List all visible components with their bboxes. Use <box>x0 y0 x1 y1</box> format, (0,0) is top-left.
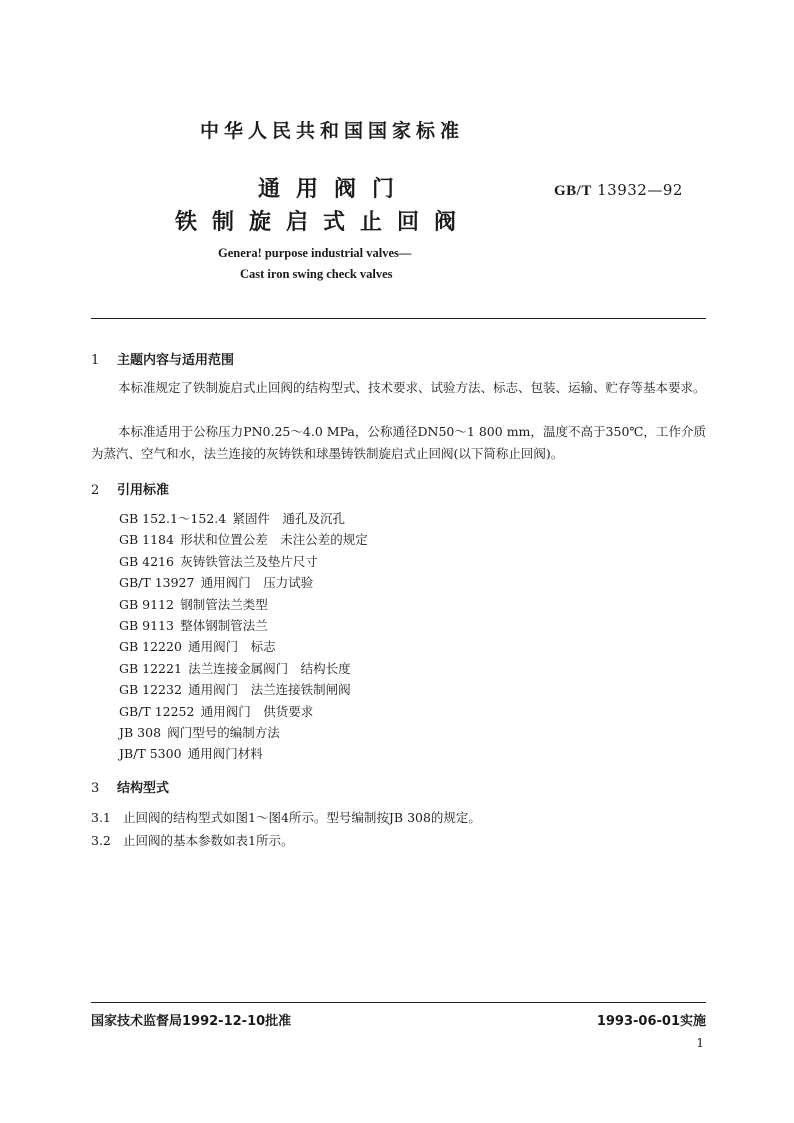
section-2-heading <box>91 479 169 498</box>
approval-statement: 国家技术监督局1992-12-10批准 <box>91 1014 292 1029</box>
reference-item <box>119 509 345 527</box>
section-1-heading <box>91 349 234 368</box>
section-title: 结构型式 <box>117 781 170 796</box>
reference-item <box>119 616 268 634</box>
reference-title: 紧固件 通孔及沉孔 <box>232 511 345 526</box>
clause-text: 止回阀的基本参数如表1所示。 <box>123 833 294 848</box>
section-3-heading <box>91 777 169 796</box>
reference-code: GB 1184 <box>119 532 174 548</box>
reference-code: GB 9112 <box>119 596 174 612</box>
reference-title: 通用阀门 法兰连接铁制闸阀 <box>188 682 351 698</box>
reference-item <box>119 552 318 570</box>
section-title: 主题内容与适用范围 <box>117 353 235 368</box>
reference-title: 法兰连接金属阀门 结构长度 <box>188 660 351 676</box>
reference-title: 形状和位置公差 未注公差的规定 <box>180 532 368 548</box>
reference-item <box>119 744 263 762</box>
reference-code: GB 4216 <box>119 553 174 569</box>
section-number: 3 <box>91 781 100 796</box>
section-title: 引用标准 <box>117 483 170 498</box>
reference-code: GB 152.1～152.4 <box>119 511 227 526</box>
reference-code: GB 12220 <box>119 639 182 655</box>
reference-code: JB/T 5300 <box>119 746 182 762</box>
clause-3-1 <box>91 808 481 826</box>
reference-title: 阀门型号的编制方法 <box>167 725 280 740</box>
reference-title: 通用阀门 压力试验 <box>200 575 314 591</box>
reference-title: 整体钢制管法兰 <box>180 618 268 633</box>
document-title-line1: 通用阀门 <box>258 176 411 202</box>
standard-code: 13932—92 <box>591 181 683 199</box>
section-number: 1 <box>91 353 100 368</box>
page-number: 1 <box>696 1036 704 1050</box>
reference-item <box>119 680 351 698</box>
reference-item <box>119 573 313 591</box>
section-1-paragraph-1: 本标准规定了铁制旋启式止回阀的结构型式、技术要求、试验方法、标志、包装、运输、贮存等基本要求。 <box>118 380 706 395</box>
section-number: 2 <box>91 483 100 498</box>
reference-item <box>119 702 313 720</box>
reference-title: 通用阀门 标志 <box>188 639 276 655</box>
implementation-date: 1993-06-01实施 <box>596 1014 706 1029</box>
english-title-line1: Genera! purpose industrial valves— <box>218 246 412 260</box>
reference-item <box>119 637 276 655</box>
clause-text: 止回阀的结构型式如图1～图4所示。型号编制按JB 308的规定。 <box>123 810 481 825</box>
national-standard-heading: 中华人民共和国国家标准 <box>200 120 465 142</box>
standard-number <box>554 181 683 200</box>
reference-title: 通用阀门 供货要求 <box>200 703 314 719</box>
reference-title: 钢制管法兰类型 <box>180 596 268 612</box>
reference-item <box>119 659 351 677</box>
reference-title: 通用阀门材料 <box>187 746 263 762</box>
clause-number: 3.1 <box>91 810 111 825</box>
reference-code: JB 308 <box>119 725 162 740</box>
standard-prefix: GB/T <box>554 183 592 199</box>
reference-code: GB 9113 <box>119 618 174 633</box>
header-divider <box>91 318 706 319</box>
reference-code: GB 12232 <box>119 682 182 698</box>
reference-code: GB/T 12252 <box>119 703 195 719</box>
footer-divider <box>91 1002 706 1003</box>
section-1-paragraph-2: 本标准适用于公称压力PN0.25～4.0 MPa，公称通径DN50～1 800 mm，温度不高于350℃，工作介质为蒸汽、空气和水，法兰连接的灰铸铁和球墨铸铁制旋启式止回阀(以下简称止回阀)。 <box>91 424 706 461</box>
reference-code: GB/T 13927 <box>119 575 195 591</box>
document-title-line2: 铁制旋启式止回阀 <box>175 209 472 235</box>
reference-code: GB 12221 <box>119 660 182 676</box>
english-title-line2: Cast iron swing check valves <box>240 267 393 281</box>
clause-number: 3.2 <box>91 833 111 848</box>
reference-item <box>119 723 280 741</box>
reference-item <box>119 595 268 613</box>
reference-title: 灰铸铁管法兰及垫片尺寸 <box>180 553 318 569</box>
reference-item <box>119 530 368 548</box>
clause-3-2 <box>91 831 293 849</box>
